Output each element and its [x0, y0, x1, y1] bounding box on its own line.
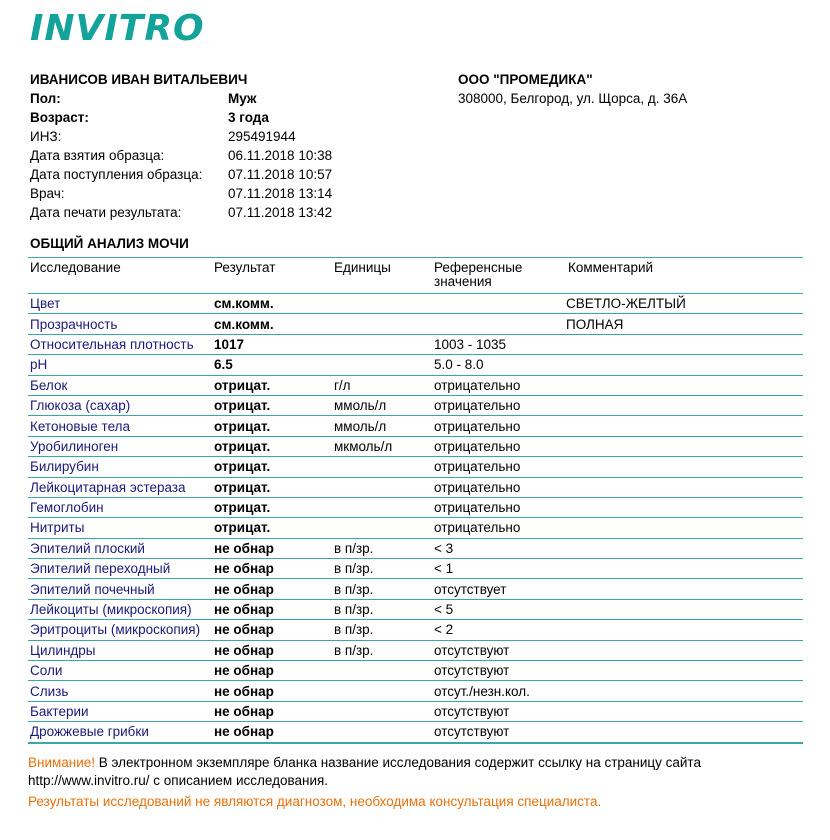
test-reference: отсутствуют — [432, 640, 564, 660]
test-result: отрицат. — [212, 477, 332, 497]
test-comment — [564, 497, 803, 517]
test-name[interactable]: Лейкоцитарная эстераза — [28, 477, 212, 497]
table-row — [28, 334, 803, 354]
test-comment — [564, 640, 803, 660]
test-comment — [564, 518, 803, 538]
table-row — [28, 416, 803, 436]
test-unit: в п/зр. — [332, 559, 432, 579]
test-unit — [332, 294, 432, 314]
patient-field-row — [30, 203, 430, 222]
test-comment — [564, 416, 803, 436]
invitro-logo: INVITRO — [30, 8, 205, 49]
test-result: отрицат. — [212, 518, 332, 538]
test-comment — [564, 579, 803, 599]
test-name[interactable]: Кетоновые тела — [28, 416, 212, 436]
test-name[interactable]: Эпителий плоский — [28, 538, 212, 558]
test-result: 6.5 — [212, 355, 332, 375]
test-name[interactable]: Эритроциты (микроскопия) — [28, 620, 212, 640]
test-unit — [332, 722, 432, 743]
patient-field-value: 3 года — [228, 110, 269, 125]
lab-info — [458, 70, 687, 108]
test-result: см.комм. — [212, 314, 332, 334]
test-unit — [332, 457, 432, 477]
test-comment: СВЕТЛО-ЖЕЛТЫЙ — [564, 294, 803, 314]
test-result: не обнар — [212, 620, 332, 640]
results-table — [28, 257, 803, 744]
test-reference: отсутствуют — [432, 701, 564, 721]
test-reference: 5.0 - 8.0 — [432, 355, 564, 375]
test-result: не обнар — [212, 599, 332, 619]
test-comment — [564, 436, 803, 456]
test-comment — [564, 681, 803, 701]
test-reference: отсутствуют — [432, 661, 564, 681]
test-reference: отрицательно — [432, 416, 564, 436]
test-unit: в п/зр. — [332, 579, 432, 599]
test-comment: ПОЛНАЯ — [564, 314, 803, 334]
test-name[interactable]: Прозрачность — [28, 314, 212, 334]
test-unit: ммоль/л — [332, 416, 432, 436]
test-reference: отсут./незн.кол. — [432, 681, 564, 701]
test-name[interactable]: Слизь — [28, 681, 212, 701]
patient-field-label: ИНЗ: — [30, 129, 62, 144]
test-name[interactable]: Соли — [28, 661, 212, 681]
test-reference: 1003 - 1035 — [432, 334, 564, 354]
test-unit: в п/зр. — [332, 538, 432, 558]
table-row — [28, 722, 803, 743]
patient-field-label: Дата поступления образца: — [30, 167, 203, 182]
table-row — [28, 661, 803, 681]
test-reference: отсутствуют — [432, 722, 564, 743]
patient-field-value: 295491944 — [228, 129, 296, 144]
table-row — [28, 436, 803, 456]
test-result: отрицат. — [212, 395, 332, 415]
test-reference: < 1 — [432, 559, 564, 579]
notice — [28, 754, 808, 790]
table-row — [28, 395, 803, 415]
notice-warning-label: Внимание! — [28, 755, 96, 770]
test-name[interactable]: Относительная плотность — [28, 334, 212, 354]
test-comment — [564, 375, 803, 395]
section-title: ОБЩИЙ АНАЛИЗ МОЧИ — [30, 236, 189, 251]
header-name: Исследование — [28, 258, 212, 294]
test-reference: отрицательно — [432, 497, 564, 517]
test-unit — [332, 355, 432, 375]
test-unit — [332, 497, 432, 517]
lab-address: 308000, Белгород, ул. Щорса, д. 36А — [458, 91, 688, 106]
test-reference: отрицательно — [432, 395, 564, 415]
test-name[interactable]: Билирубин — [28, 457, 212, 477]
patient-field-label: Возраст: — [30, 110, 89, 125]
test-unit: в п/зр. — [332, 640, 432, 660]
table-row — [28, 457, 803, 477]
test-reference: отрицательно — [432, 436, 564, 456]
patient-fields — [30, 89, 430, 222]
table-row — [28, 538, 803, 558]
notice-text-after: с описанием исследования. — [149, 773, 329, 788]
table-row — [28, 375, 803, 395]
test-reference: отрицательно — [432, 518, 564, 538]
patient-field-label: Врач: — [30, 186, 65, 201]
test-comment — [564, 620, 803, 640]
patient-info — [30, 70, 430, 222]
table-row — [28, 579, 803, 599]
test-name[interactable]: pH — [28, 355, 212, 375]
table-row — [28, 701, 803, 721]
test-result: отрицат. — [212, 497, 332, 517]
patient-field-row — [30, 89, 430, 108]
header-ref-line1: Референсные — [434, 260, 523, 275]
test-reference: отрицательно — [432, 457, 564, 477]
test-unit — [332, 314, 432, 334]
test-name[interactable]: Глюкоза (сахар) — [28, 395, 212, 415]
patient-field-row — [30, 165, 430, 184]
test-name[interactable]: Гемоглобин — [28, 497, 212, 517]
test-name[interactable]: Нитриты — [28, 518, 212, 538]
test-result: отрицат. — [212, 375, 332, 395]
test-unit: мкмоль/л — [332, 436, 432, 456]
test-reference: < 5 — [432, 599, 564, 619]
test-result: см.комм. — [212, 294, 332, 314]
test-name[interactable]: Эпителий переходный — [28, 559, 212, 579]
test-reference: отсутствует — [432, 579, 564, 599]
test-unit: ммоль/л — [332, 395, 432, 415]
table-row — [28, 355, 803, 375]
test-name[interactable]: Цилиндры — [28, 640, 212, 660]
test-unit — [332, 681, 432, 701]
table-row — [28, 477, 803, 497]
test-result: отрицат. — [212, 457, 332, 477]
test-result: не обнар — [212, 681, 332, 701]
test-name[interactable]: Белок — [28, 375, 212, 395]
table-row — [28, 294, 803, 314]
table-row — [28, 681, 803, 701]
test-comment — [564, 701, 803, 721]
table-header-row — [28, 258, 803, 294]
test-comment — [564, 355, 803, 375]
test-unit — [332, 518, 432, 538]
invitro-link[interactable]: http://www.invitro.ru/ — [28, 773, 150, 788]
test-unit — [332, 661, 432, 681]
table-row — [28, 497, 803, 517]
test-name[interactable]: Бактерии — [28, 701, 212, 721]
test-result: не обнар — [212, 559, 332, 579]
header-result: Результат — [212, 258, 332, 294]
test-result: не обнар — [212, 579, 332, 599]
header-ref — [432, 258, 564, 294]
patient-field-row — [30, 146, 430, 165]
header-comment: Комментарий — [564, 258, 803, 294]
test-comment — [564, 599, 803, 619]
patient-field-value: Муж — [228, 91, 257, 106]
test-reference — [432, 314, 564, 334]
test-unit — [332, 334, 432, 354]
patient-name: ИВАНИСОВ ИВАН ВИТАЛЬЕВИЧ — [30, 72, 248, 87]
test-reference: < 3 — [432, 538, 564, 558]
patient-field-label: Дата печати результата: — [30, 205, 182, 220]
test-result: отрицат. — [212, 436, 332, 456]
patient-field-value: 06.11.2018 10:38 — [228, 148, 333, 163]
test-comment — [564, 334, 803, 354]
test-result: не обнар — [212, 538, 332, 558]
table-row — [28, 559, 803, 579]
patient-field-value: 07.11.2018 13:42 — [228, 205, 333, 220]
test-comment — [564, 559, 803, 579]
test-comment — [564, 538, 803, 558]
test-name[interactable]: Лейкоциты (микроскопия) — [28, 599, 212, 619]
test-comment — [564, 661, 803, 681]
test-reference — [432, 294, 564, 314]
test-unit: в п/зр. — [332, 620, 432, 640]
test-result: не обнар — [212, 701, 332, 721]
test-comment — [564, 722, 803, 743]
test-name[interactable]: Цвет — [28, 294, 212, 314]
table-row — [28, 599, 803, 619]
header-ref-line2: значения — [434, 274, 492, 289]
results-body — [28, 294, 803, 743]
test-comment — [564, 477, 803, 497]
test-name[interactable]: Дрожжевые грибки — [28, 722, 212, 743]
table-row — [28, 640, 803, 660]
lab-name: ООО "ПРОМЕДИКА" — [458, 72, 593, 87]
table-row — [28, 314, 803, 334]
patient-field-row — [30, 108, 430, 127]
test-name[interactable]: Эпителий почечный — [28, 579, 212, 599]
test-unit — [332, 701, 432, 721]
table-row — [28, 518, 803, 538]
header-unit: Единицы — [332, 258, 432, 294]
patient-field-row — [30, 184, 430, 203]
test-unit: в п/зр. — [332, 599, 432, 619]
test-result: не обнар — [212, 722, 332, 743]
test-reference: отрицательно — [432, 477, 564, 497]
test-reference: < 2 — [432, 620, 564, 640]
test-comment — [564, 395, 803, 415]
patient-field-value: 07.11.2018 13:14 — [228, 186, 333, 201]
test-result: 1017 — [212, 334, 332, 354]
test-comment — [564, 457, 803, 477]
notice-text: В электронном экземпляре бланка название исследования содержит ссылку на страницу сайта — [95, 755, 701, 770]
test-unit — [332, 477, 432, 497]
test-result: отрицат. — [212, 416, 332, 436]
patient-field-label: Дата взятия образца: — [30, 148, 165, 163]
test-name[interactable]: Уробилиноген — [28, 436, 212, 456]
patient-field-row — [30, 127, 430, 146]
test-unit: г/л — [332, 375, 432, 395]
table-row — [28, 620, 803, 640]
test-reference: отрицательно — [432, 375, 564, 395]
test-result: не обнар — [212, 661, 332, 681]
test-result: не обнар — [212, 640, 332, 660]
patient-field-value: 07.11.2018 10:57 — [228, 167, 333, 182]
disclaimer: Результаты исследований не являются диагнозом, необходима консультация специалиста. — [28, 794, 602, 809]
patient-field-label: Пол: — [30, 91, 61, 106]
